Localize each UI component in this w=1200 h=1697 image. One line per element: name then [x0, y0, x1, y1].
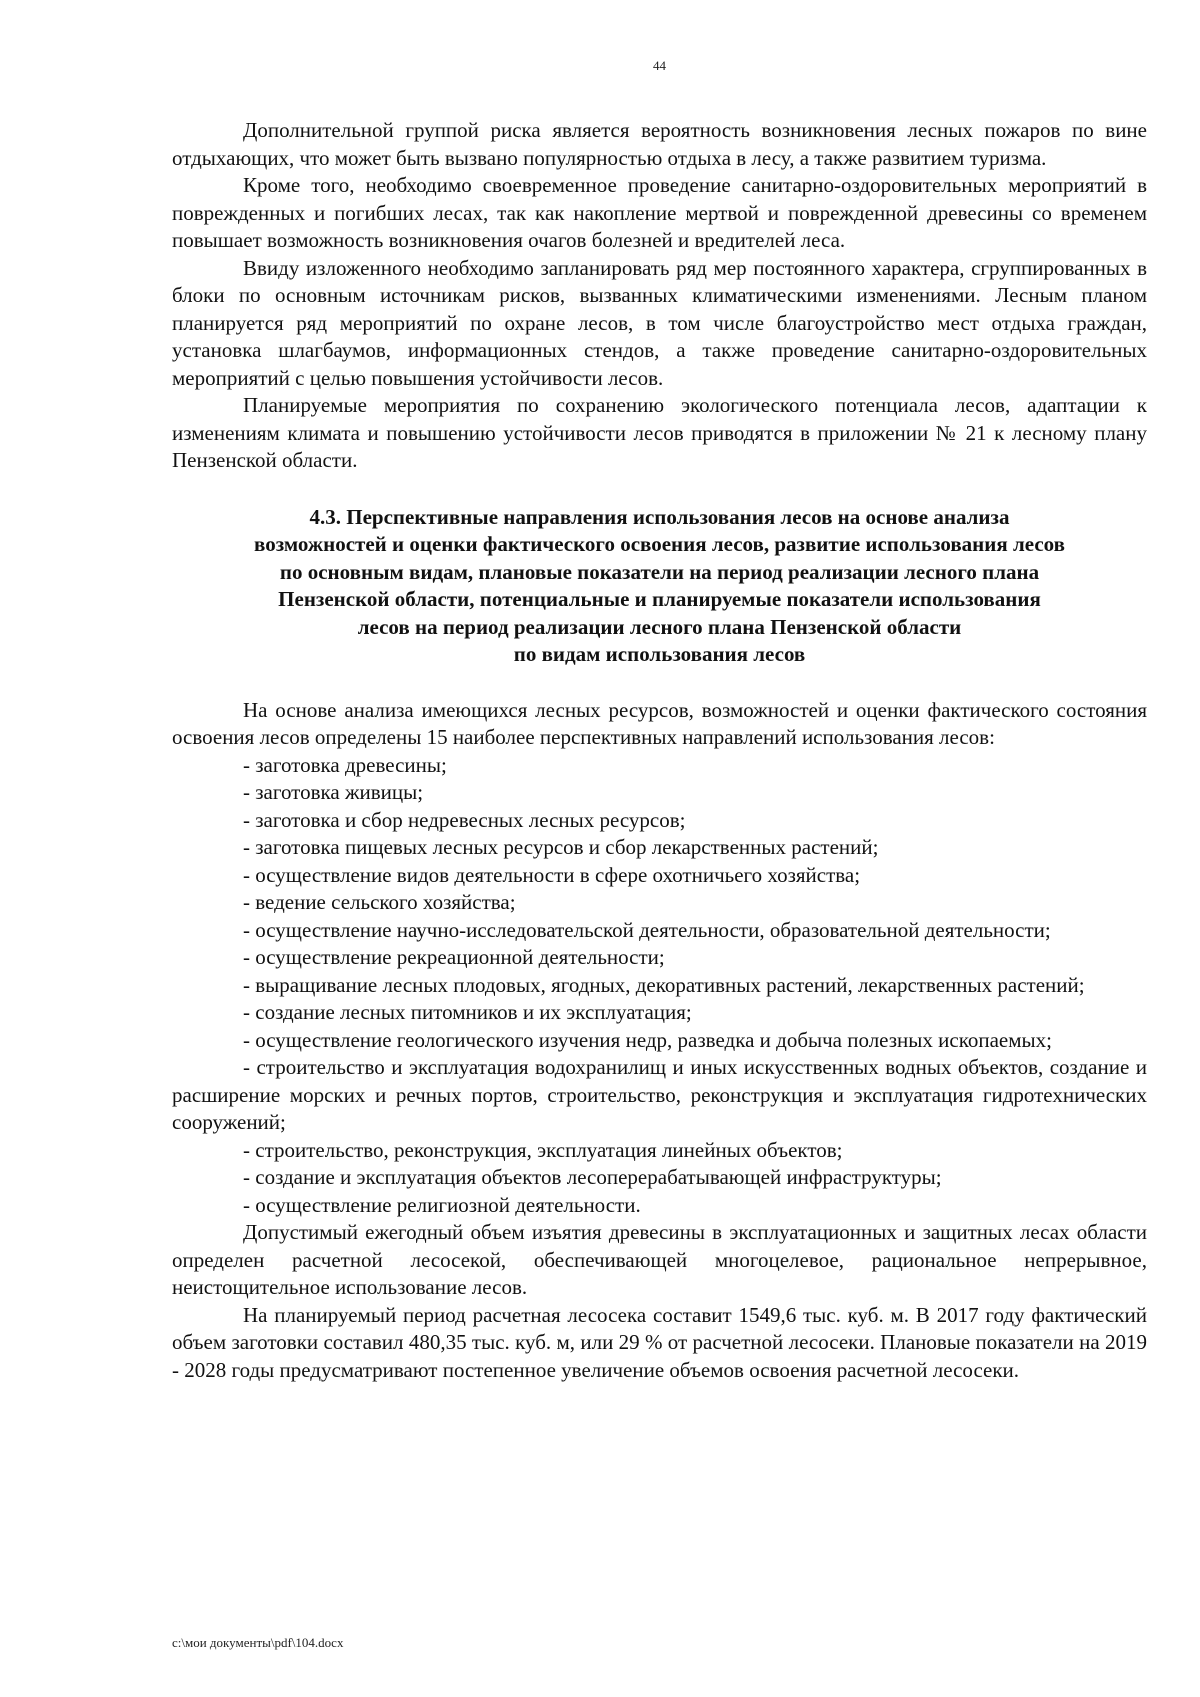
- list-item: - строительство, реконструкция, эксплуатация линейных объектов;: [243, 1137, 843, 1162]
- list-item: - осуществление научно-исследовательской деятельности, образовательной деятельности;: [243, 917, 1051, 942]
- paragraph-allowable-volume: Допустимый ежегодный объем изъятия древесины в эксплуатационных и защитных лесах области определен расчетной лесосекой, обеспечивающей многоцелевое, рациональное непрерывное, неистощительное использование лесов.: [172, 1220, 1147, 1299]
- list-item: - выращивание лесных плодовых, ягодных, декоративных растений, лекарственных растений;: [243, 972, 1085, 997]
- list-item: - заготовка живицы;: [243, 780, 424, 804]
- paragraph-intro: На основе анализа имеющихся лесных ресурсов, возможностей и оценки фактического состояния освоения лесов определены 15 наиболее перспективных направлений использования лесов:: [172, 697, 1147, 749]
- list-item: - строительство и эксплуатация водохранилищ и иных искусственных водных объектов, создание и расширение морских и речных портов, строительство, реконструкция и эксплуатация гидротехнических сооружений;: [172, 1055, 1147, 1134]
- paragraph-appendix-reference: Планируемые мероприятия по сохранению экологического потенциала лесов, адаптации к изменениям климата и повышению устойчивости лесов приводятся в приложении № 21 к лесному плану Пензенской области.: [172, 393, 1147, 472]
- heading-line: 4.3. Перспективные направления использования лесов на основе анализа: [309, 504, 1010, 529]
- list-item: - заготовка пищевых лесных ресурсов и сбор лекарственных растений;: [243, 835, 879, 859]
- paragraph-recreation-risk: Дополнительной группой риска является вероятность возникновения лесных пожаров по вине отдыхающих, что может быть вызвано популярностью отдыха в лесу, а также развитием туризма.: [172, 118, 1147, 170]
- page-number: 44: [653, 58, 666, 73]
- list-item: - создание лесных питомников и их эксплуатация;: [243, 1000, 692, 1024]
- heading-line: по видам использования лесов: [513, 642, 806, 666]
- section-heading: [172, 504, 1147, 669]
- list-item: - заготовка древесины;: [243, 752, 447, 777]
- forest-use-list: [172, 752, 1147, 1220]
- list-item: - осуществление геологического изучения недр, разведка и добыча полезных ископаемых;: [243, 1027, 1052, 1052]
- list-item: - осуществление религиозной деятельности.: [243, 1192, 641, 1217]
- heading-line: лесов на период реализации лесного плана Пензенской области: [357, 614, 962, 639]
- list-item: - ведение сельского хозяйства;: [243, 890, 516, 914]
- document-body: [172, 117, 1147, 1384]
- list-item: - заготовка и сбор недревесных лесных ресурсов;: [243, 807, 686, 832]
- list-item: - осуществление рекреационной деятельности;: [243, 945, 665, 969]
- paragraph-sanitary-measures: Кроме того, необходимо своевременное проведение санитарно-оздоровительных мероприятий в поврежденных и погибших лесах, так как накопление мертвой и поврежденной древесины со временем повышает возможность возникновения очагов болезней и вредителей леса.: [172, 173, 1147, 252]
- paragraph-planned-indicators: На планируемый период расчетная лесосека составит 1549,6 тыс. куб. м. В 2017 году фактический объем заготовки составил 480,35 тыс. куб. м, или 29 % от расчетной лесосеки. Плановые показатели на 2019 - 2028 годы предусматривают постепенное увеличение объемов освоения расчетной лесосеки.: [172, 1302, 1147, 1382]
- list-item: - создание и эксплуатация объектов лесоперерабатывающей инфраструктуры;: [243, 1165, 942, 1189]
- paragraph-planned-measures: Ввиду изложенного необходимо запланировать ряд мер постоянного характера, сгруппированных в блоки по основным источникам рисков, вызванных климатическими изменениями. Лесным планом планируется ряд мероприятий по охране лесов, в том числе благоустройство мест отдыха граждан, установка шлагбаумов, информационных стендов, а также проведение санитарно-оздоровительных мероприятий с целью повышения устойчивости лесов.: [172, 255, 1147, 390]
- footer-file-path: c:\мои документы\pdf\104.docx: [172, 1635, 344, 1650]
- heading-line: по основным видам, плановые показатели на период реализации лесного плана: [279, 559, 1040, 584]
- heading-line: Пензенской области, потенциальные и планируемые показатели использования: [278, 587, 1041, 611]
- heading-line: возможностей и оценки фактического освоения лесов, развитие использования лесов: [254, 532, 1065, 556]
- list-item: - осуществление видов деятельности в сфере охотничьего хозяйства;: [243, 862, 861, 887]
